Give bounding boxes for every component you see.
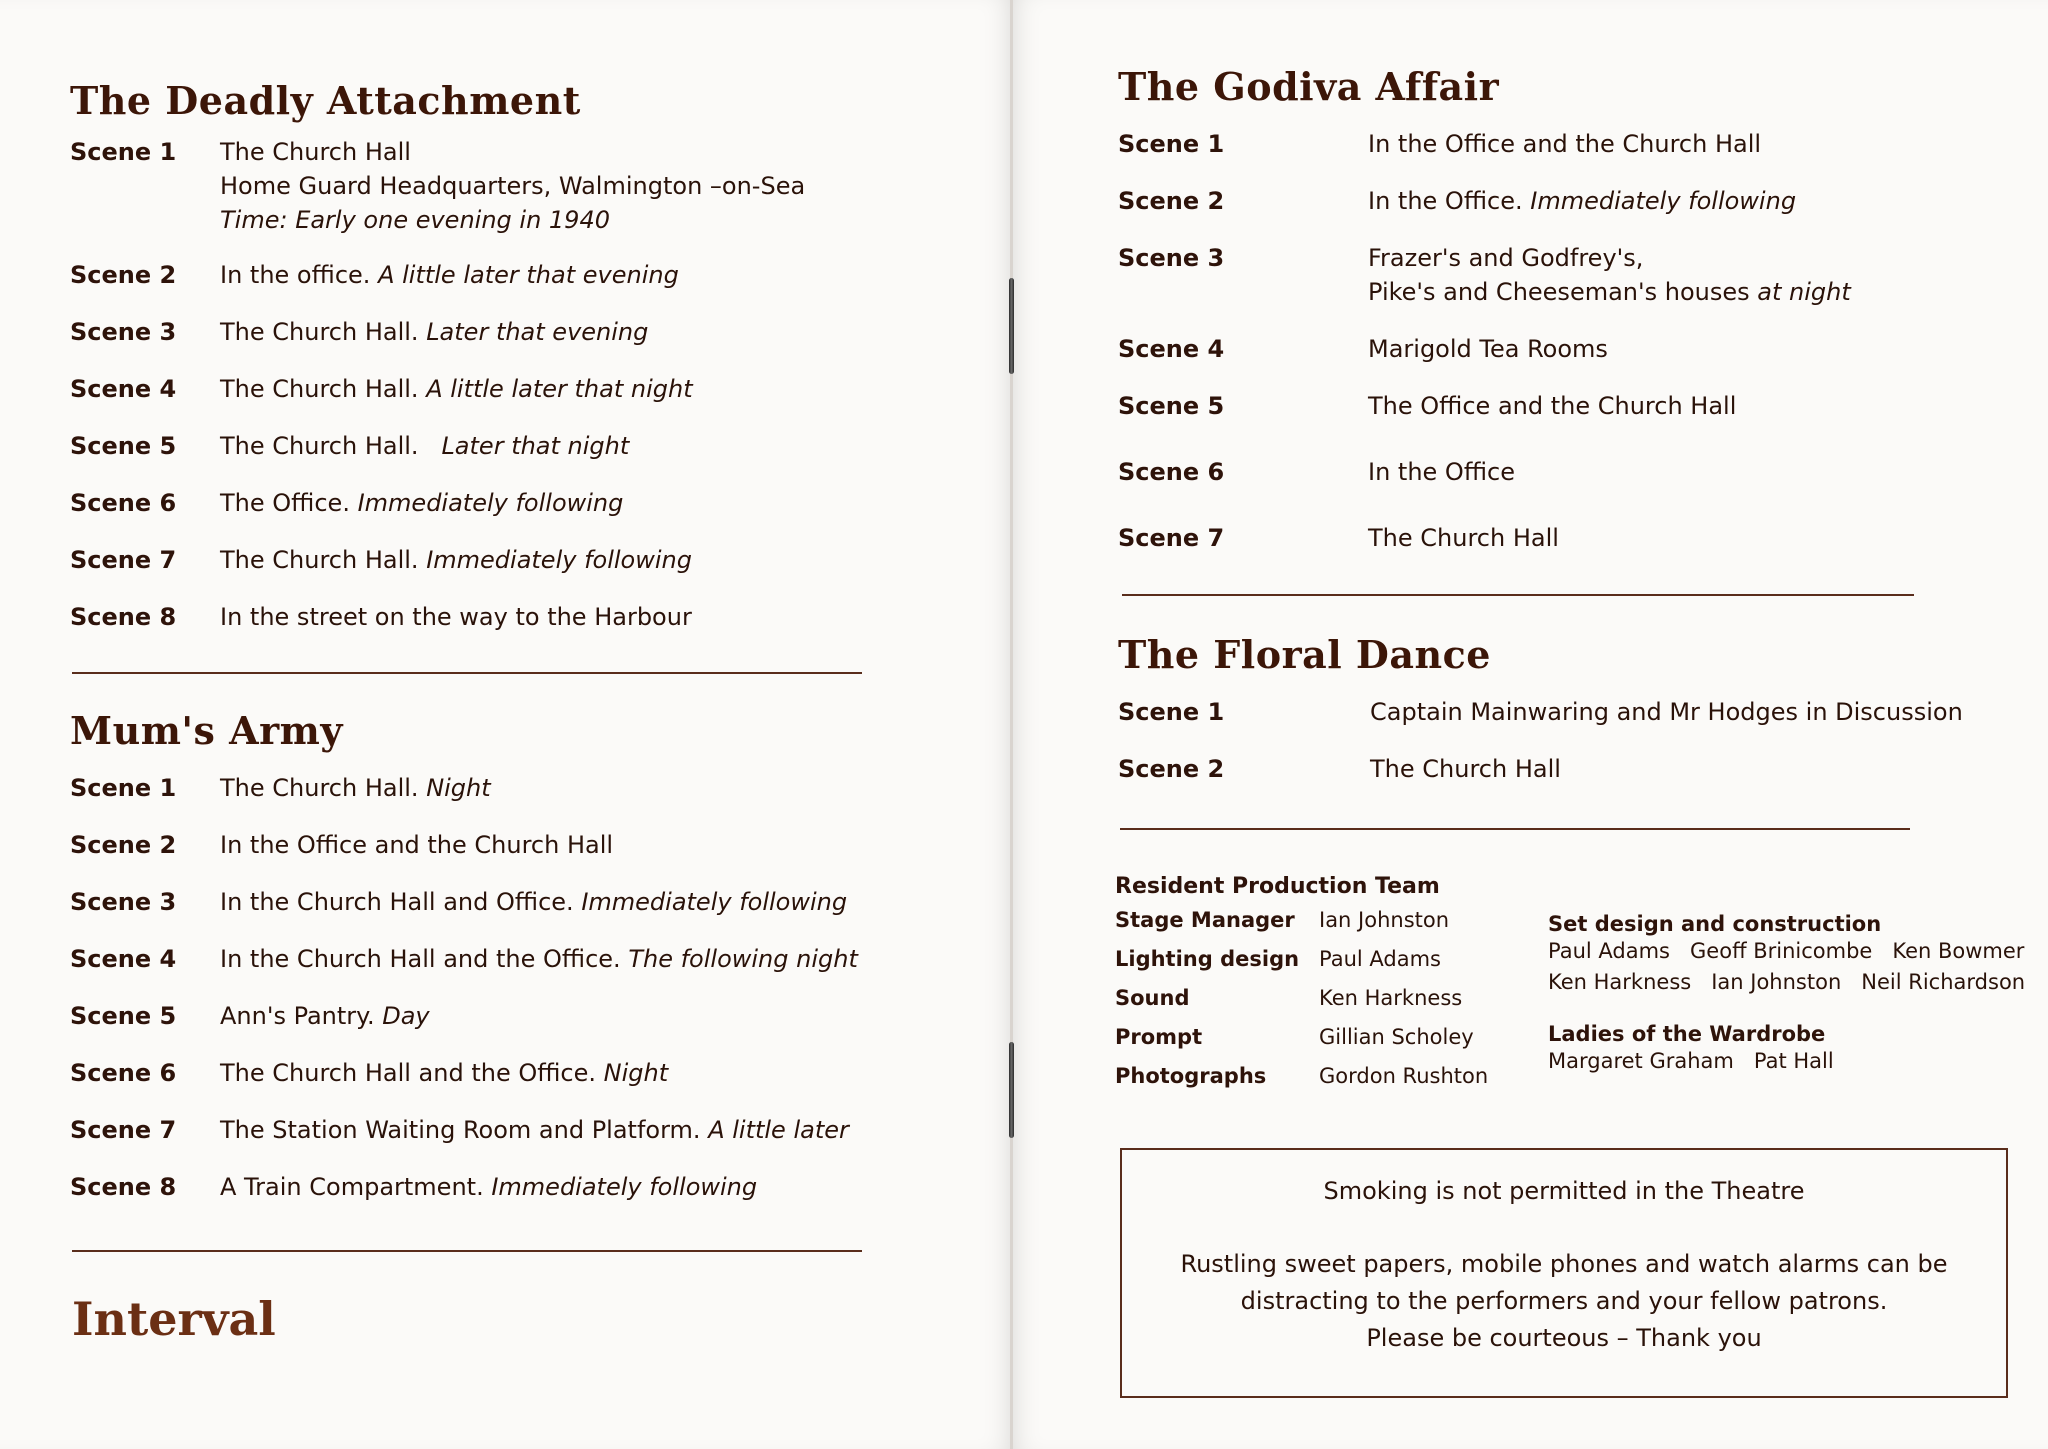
play-title: The Deadly Attachment <box>70 78 581 123</box>
scene-row <box>70 372 970 406</box>
scene-list <box>1118 695 2018 786</box>
scene-description <box>220 1170 757 1204</box>
team-row <box>1115 979 1535 1018</box>
scene-place: In the Church Hall and the Office. <box>220 945 621 973</box>
scene-time: A little later <box>708 1116 849 1144</box>
team-member: Ken Harkness <box>1319 986 1463 1010</box>
courtesy-notice-line: distracting to the performers and your fellow patrons. <box>1240 1287 1888 1315</box>
scene-description <box>1368 184 1796 218</box>
scene-time: Immediately following <box>581 888 848 916</box>
play-title: The Floral Dance <box>1118 632 1491 677</box>
scene-line <box>1368 275 1851 309</box>
scene-time: Later that evening <box>426 318 649 346</box>
set-design-heading: Set design and construction <box>1548 912 1882 936</box>
scene-label: Scene 7 <box>70 1116 177 1144</box>
scene-time: Time: Early one evening in 1940 <box>220 206 610 234</box>
scene-label: Scene 7 <box>1118 524 1225 552</box>
scene-description <box>220 258 679 292</box>
scene-description <box>220 372 693 406</box>
scene-label: Scene 1 <box>1118 698 1225 726</box>
scene-label: Scene 6 <box>1118 458 1225 486</box>
scene-time: Night <box>426 774 491 802</box>
scene-label: Scene 1 <box>1118 130 1225 158</box>
scene-description <box>1368 241 1851 309</box>
scene-line: Home Guard Headquarters, Walmington –on-Sea <box>220 172 806 200</box>
scene-label: Scene 8 <box>70 1173 177 1201</box>
team-role: Sound <box>1115 986 1190 1010</box>
team-role: Photographs <box>1115 1064 1267 1088</box>
scene-place: In the street on the way to the Harbour <box>220 603 692 631</box>
scene-description <box>220 543 692 577</box>
scene-label: Scene 5 <box>70 432 177 460</box>
set-crew-line: Ken Harkness Ian Johnston Neil Richardson <box>1548 970 2026 994</box>
scene-line: Frazer's and Godfrey's, <box>1368 244 1644 272</box>
scene-time: Day <box>382 1002 430 1030</box>
scene-description <box>220 315 648 349</box>
scene-time: Immediately following <box>357 489 624 517</box>
scene-row <box>1118 184 2018 218</box>
scene-row <box>1118 752 2018 786</box>
scene-row <box>1118 455 2018 489</box>
wardrobe-heading: Ladies of the Wardrobe <box>1548 1022 1826 1046</box>
courtesy-notice-line: Rustling sweet papers, mobile phones and watch alarms can be <box>1180 1250 1948 1278</box>
scene-label: Scene 2 <box>1118 755 1225 783</box>
scene-time: Night <box>603 1059 669 1087</box>
scene-label: Scene 3 <box>70 318 177 346</box>
scene-label: Scene 5 <box>1118 392 1225 420</box>
scene-time: A little later that evening <box>378 261 679 289</box>
section-divider <box>72 1250 862 1252</box>
scene-time: The following night <box>628 945 858 973</box>
scene-row <box>70 543 970 577</box>
scene-row <box>70 999 990 1033</box>
team-member: Paul Adams <box>1319 947 1442 971</box>
team-row <box>1115 1057 1535 1096</box>
scene-row <box>70 429 970 463</box>
set-crew-line: Paul Adams Geoff Brinicombe Ken Bowmer <box>1548 939 2025 963</box>
section-mums-army <box>70 708 990 1204</box>
scene-place: A Train Compartment. <box>220 1173 484 1201</box>
scene-row <box>70 942 990 976</box>
scene-place: In the Office <box>1368 458 1515 486</box>
scene-description <box>220 429 629 463</box>
scene-time: at night <box>1757 278 1851 306</box>
scene-place: In the Office and the Church Hall <box>220 831 614 859</box>
scene-place: The Church Hall and the Office. <box>220 1059 597 1087</box>
team-row <box>1115 1018 1535 1057</box>
scene-label: Scene 3 <box>70 888 177 916</box>
scene-time: Immediately following <box>1530 187 1797 215</box>
set-and-wardrobe <box>1548 912 2038 1077</box>
scene-description <box>220 1056 668 1090</box>
scene-row <box>1118 521 2018 555</box>
scene-row <box>1118 389 2018 423</box>
team-member: Gillian Scholey <box>1319 1025 1474 1049</box>
section-floral-dance <box>1118 632 2018 786</box>
scene-description <box>220 771 491 805</box>
scene-row <box>70 771 990 805</box>
section-deadly-attachment <box>70 78 970 634</box>
scene-label: Scene 2 <box>70 831 177 859</box>
scene-place: The Church Hall. <box>220 546 419 574</box>
scene-label: Scene 4 <box>70 375 177 403</box>
scene-label: Scene 2 <box>70 261 177 289</box>
scene-place: The Church Hall. <box>220 375 419 403</box>
scene-label: Scene 1 <box>70 138 177 166</box>
play-title: The Godiva Affair <box>1118 64 1500 109</box>
team-role: Lighting design <box>1115 947 1300 971</box>
scene-line: The Church Hall <box>220 138 411 166</box>
scene-time: A little later that night <box>426 375 693 403</box>
scene-label: Scene 3 <box>1118 244 1225 272</box>
scene-row <box>1118 332 2018 366</box>
scene-row <box>70 135 970 237</box>
scene-row <box>70 885 990 919</box>
team-role: Prompt <box>1115 1025 1203 1049</box>
scene-description <box>220 486 623 520</box>
scene-time: Later that night <box>441 432 630 460</box>
theatre-notice-box <box>1120 1148 2008 1398</box>
scene-row <box>1118 127 2018 161</box>
scene-place: The Church Hall <box>1368 524 1559 552</box>
scene-row <box>1118 241 2018 309</box>
scene-description <box>220 135 805 237</box>
team-heading: Resident Production Team <box>1115 874 1440 899</box>
scene-place: In the office. <box>220 261 371 289</box>
section-divider <box>72 672 862 674</box>
scene-label: Scene 8 <box>70 603 177 631</box>
scene-description <box>220 999 430 1033</box>
section-divider <box>1120 828 1910 830</box>
scene-time: Immediately following <box>426 546 692 574</box>
scene-label: Scene 1 <box>70 774 177 802</box>
section-divider <box>1122 594 1914 596</box>
staple-top <box>1009 278 1014 374</box>
scene-row <box>70 258 970 292</box>
scene-place: The Church Hall <box>1370 755 1561 783</box>
wardrobe-crew-line: Margaret Graham Pat Hall <box>1548 1049 1834 1073</box>
team-row <box>1115 940 1535 979</box>
scene-row <box>70 486 970 520</box>
scene-place: The Church Hall. <box>220 432 419 460</box>
scene-row <box>70 315 970 349</box>
team-role: Stage Manager <box>1115 908 1295 932</box>
scene-place: Ann's Pantry. <box>220 1002 375 1030</box>
no-smoking-notice: Smoking is not permitted in the Theatre <box>1323 1177 1805 1205</box>
scene-place: Marigold Tea Rooms <box>1368 335 1608 363</box>
scene-row <box>70 1056 990 1090</box>
scene-place: The Office. <box>220 489 350 517</box>
staple-bottom <box>1009 1042 1014 1138</box>
scene-list <box>1118 127 2018 555</box>
scene-row <box>1118 695 2018 729</box>
scene-label: Scene 2 <box>1118 187 1225 215</box>
scene-label: Scene 5 <box>70 1002 177 1030</box>
scene-place: The Office and the Church Hall <box>1368 392 1737 420</box>
scene-place: The Church Hall. <box>220 774 419 802</box>
scene-description <box>220 942 858 976</box>
scene-place: The Station Waiting Room and Platform. <box>220 1116 701 1144</box>
scene-label: Scene 7 <box>70 546 177 574</box>
scene-place: Pike's and Cheeseman's houses <box>1368 278 1750 306</box>
scene-row <box>70 828 990 862</box>
scene-row <box>70 600 970 634</box>
section-godiva-affair <box>1118 64 2018 555</box>
scene-row <box>70 1170 990 1204</box>
scene-description <box>220 885 847 919</box>
interval-heading: Interval <box>72 1292 276 1346</box>
scene-list <box>70 135 970 237</box>
scene-list <box>70 771 990 1204</box>
courtesy-notice-line: Please be courteous – Thank you <box>1366 1324 1762 1352</box>
scene-list-continued <box>70 258 970 634</box>
scene-label: Scene 6 <box>70 1059 177 1087</box>
play-title: Mum's Army <box>70 708 343 753</box>
scene-label: Scene 4 <box>70 945 177 973</box>
team-member: Ian Johnston <box>1319 908 1450 932</box>
scene-place: In the Church Hall and Office. <box>220 888 574 916</box>
scene-place: In the Office. <box>1368 187 1523 215</box>
page-fold <box>1010 0 1013 1449</box>
scene-place: Captain Mainwaring and Mr Hodges in Discussion <box>1370 698 1963 726</box>
scene-place: The Church Hall. <box>220 318 419 346</box>
team-roles <box>1115 901 1535 1096</box>
scene-time: Immediately following <box>491 1173 758 1201</box>
scene-label: Scene 4 <box>1118 335 1225 363</box>
team-row <box>1115 901 1535 940</box>
team-member: Gordon Rushton <box>1319 1064 1489 1088</box>
scene-description <box>220 1113 849 1147</box>
production-team <box>1115 874 1535 1096</box>
scene-row <box>70 1113 990 1147</box>
scene-label: Scene 6 <box>70 489 177 517</box>
scene-place: In the Office and the Church Hall <box>1368 130 1762 158</box>
